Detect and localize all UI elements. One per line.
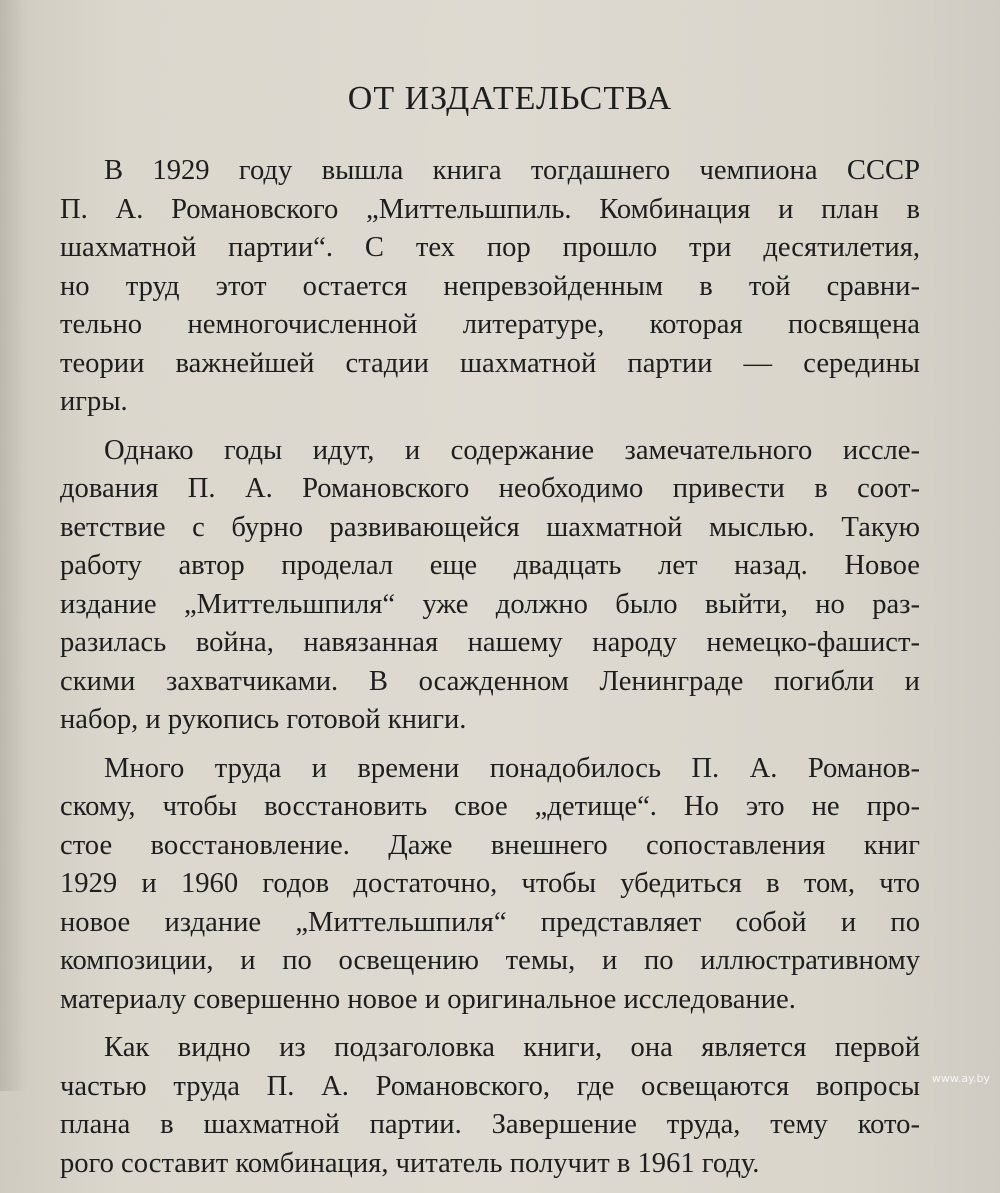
book-page [60, 70, 920, 1193]
text-line: теории важнейшей стадии шахматной партии — середины [60, 347, 920, 379]
paragraph-3 [60, 750, 920, 1020]
text-line: работу автор проделал еще двадцать лет назад. Новое [60, 550, 920, 581]
text-line: игры. [60, 386, 128, 417]
text-line: Однако годы идут, и содержание замечательного иссле- [104, 434, 920, 466]
paragraph-2 [60, 432, 920, 740]
text-line: разилась война, навязанная нашему народу немецко-фашист- [60, 627, 920, 658]
text-line: скому, чтобы восстановить свое „детище“. Но это не про- [60, 791, 920, 822]
text-line: скими захватчиками. В осажденном Ленинграде погибли и [60, 665, 920, 697]
paragraph-4 [60, 1029, 920, 1183]
text-line: шахматной партии“. С тех пор прошло три десятилетия, [60, 232, 920, 263]
text-line: В 1929 году вышла книга тогдашнего чемпиона СССР [104, 155, 920, 186]
text-line: но труд этот остается непревзойденным в той сравни- [60, 270, 920, 302]
text-line: набор, и рукопись готовой книги. [60, 704, 467, 735]
text-line: дования П. А. Романовского необходимо привести в соот- [60, 473, 920, 504]
text-line: ветствие с бурно развивающейся шахматной мыслью. Такую [60, 511, 920, 543]
text-line: Много труда и времени понадобилось П. А. Романов- [104, 752, 920, 784]
text-line: стое восстановление. Даже внешнего сопоставления книг [60, 829, 920, 861]
text-line: П. А. Романовского „Миттельшпиль. Комбинация и план в [60, 193, 920, 225]
watermark: www.ay.by [931, 1072, 990, 1085]
text-line: 1929 и 1960 годов достаточно, чтобы убедиться в том, что [60, 868, 920, 899]
text-line: тельно немногочисленной литературе, которая посвящена [60, 309, 920, 340]
text-line: частью труда П. А. Романовского, где освещаются вопросы [60, 1070, 920, 1102]
text-line: Как видно из подзаголовка книги, она является первой [104, 1032, 920, 1063]
text-line: плана в шахматной партии. Завершение труда, тему кото- [60, 1109, 920, 1140]
page-gutter-shadow [0, 0, 26, 1091]
text-line: композиции, и по освещению темы, и по иллюстративному [60, 945, 920, 976]
text-line: материалу совершенно новое и оригинальное исследование. [60, 983, 796, 1015]
text-line: рого составит комбинация, читатель получит в 1961 году. [60, 1147, 760, 1179]
page-heading: ОТ ИЗДАТЕЛЬСТВА [347, 80, 673, 117]
text-line: новое издание „Миттельшпиля“ представляет собой и по [60, 906, 920, 938]
text-line: издание „Миттельшпиля“ уже должно было выйти, но раз- [60, 588, 920, 620]
paragraph-1 [60, 152, 920, 422]
